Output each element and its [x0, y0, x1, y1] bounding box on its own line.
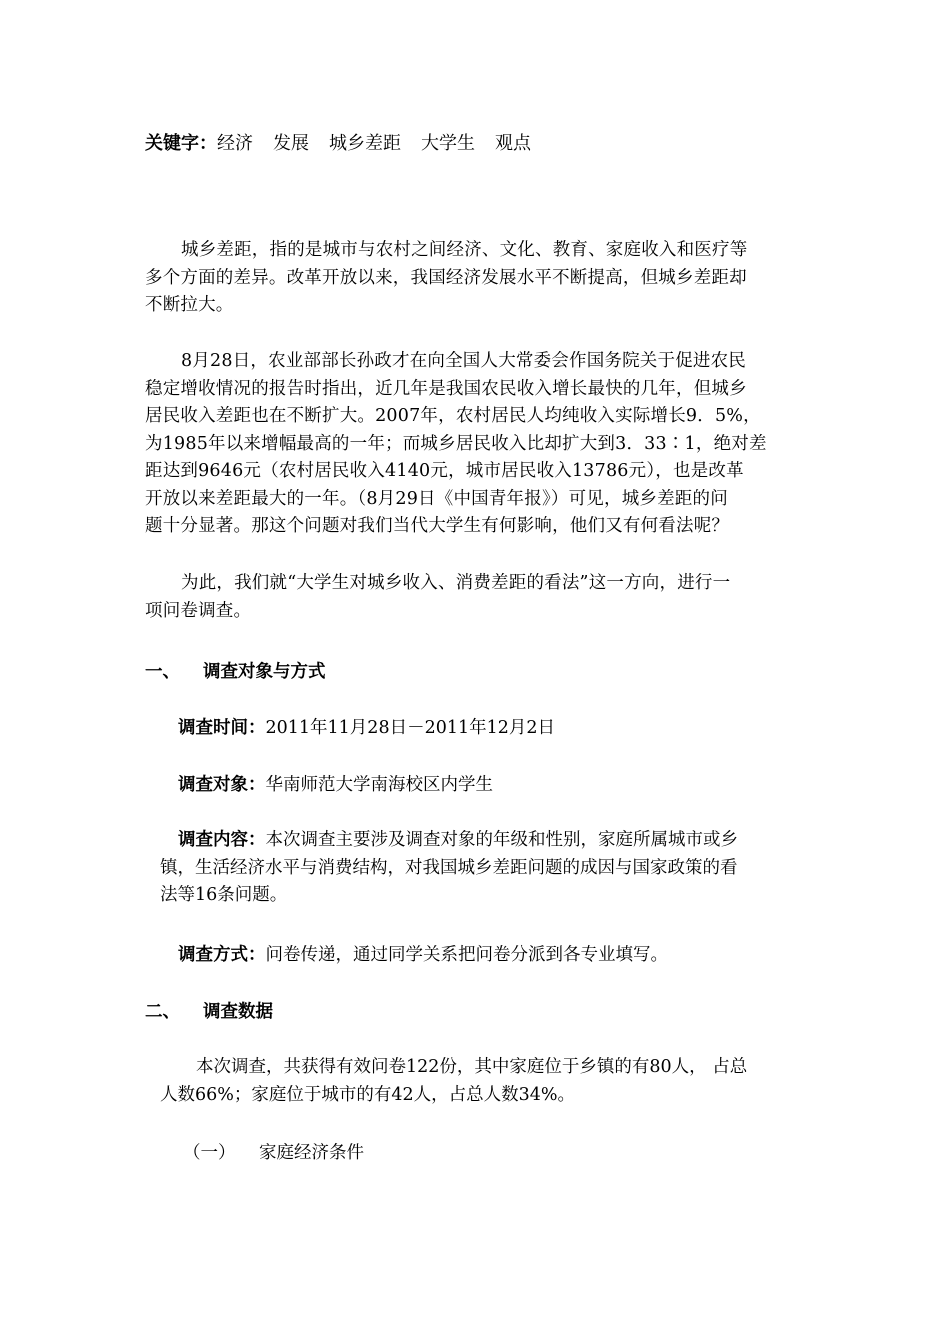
survey-content-line: [160, 827, 810, 855]
survey-object-value: 华南师范大学南海校区内学生: [265, 775, 493, 795]
intro-paragraph-3: [145, 570, 810, 625]
intro-paragraph-2: [145, 348, 810, 541]
intro-paragraph-1: [145, 237, 810, 320]
section-title: 调查对象与方式: [203, 662, 326, 682]
keyword-item: 观点: [495, 133, 531, 154]
paragraph-line: 本次调查，共获得有效问卷122份，其中家庭位于乡镇的有80人， 占总: [196, 1057, 748, 1077]
survey-object: [178, 771, 493, 796]
keyword-item: 大学生: [421, 133, 475, 154]
paragraph-line: 稳定增收情况的报告时指出，近几年是我国农民收入增长最快的几年，但城乡: [145, 378, 747, 399]
keyword-item: 经济: [217, 133, 253, 154]
survey-content-label: 调查内容：: [178, 830, 266, 850]
section-number: 一、: [145, 662, 180, 682]
paragraph-line: 人数66%；家庭位于城市的有42人，占总人数34%。: [160, 1084, 576, 1105]
survey-time-label: 调查时间：: [178, 718, 266, 738]
paragraph-line: 不断拉大。: [145, 295, 234, 315]
subsection-number: （一）: [183, 1143, 236, 1163]
keywords-list: [217, 133, 551, 154]
survey-method: [178, 941, 668, 966]
survey-object-label: 调查对象：: [178, 775, 266, 795]
paragraph-line: 居民收入差距也在不断扩大。2007年，农村居民人均纯收入实际增长9．5%，: [145, 406, 761, 426]
paragraph-line: 多个方面的差异。改革开放以来，我国经济发展水平不断提高，但城乡差距却: [145, 267, 747, 288]
section-title: 调查数据: [203, 1002, 273, 1022]
section-heading-1: [145, 658, 326, 683]
paragraph-line: 开放以来差距最大的一年。（8月29日《中国青年报》）可见，城乡差距的问: [145, 488, 728, 509]
paragraph-line: 题十分显著。那这个问题对我们当代大学生有何影响，他们又有何看法呢？: [145, 516, 730, 536]
paragraph-line: 项问卷调查。: [145, 600, 252, 621]
paragraph-line: 距达到9646元（农村居民收入4140元，城市居民收入13786元），也是改革: [145, 461, 744, 481]
section-heading-2: [145, 998, 273, 1023]
survey-content: [160, 827, 810, 910]
paragraph-line: 8月28日，农业部部长孙政才在向全国人大常委会作国务院关于促进农民: [181, 351, 746, 371]
keyword-item: 发展: [273, 133, 309, 154]
survey-time-value: 2011年11月28日－2011年12月2日: [265, 718, 556, 738]
survey-time: [178, 714, 555, 739]
subsection-heading-1: [183, 1139, 364, 1164]
data-paragraph: [160, 1054, 810, 1109]
keyword-item: 城乡差距: [329, 133, 401, 154]
keywords-line: [145, 129, 551, 155]
subsection-title: 家庭经济条件: [259, 1143, 364, 1163]
keywords-label: 关键字：: [145, 133, 217, 154]
section-number: 二、: [145, 1002, 180, 1022]
survey-method-value: 问卷传递，通过同学关系把问卷分派到各专业填写。: [265, 945, 668, 965]
survey-method-label: 调查方式：: [178, 945, 266, 965]
paragraph-line: 为1985年以来增幅最高的一年；而城乡居民收入比却扩大到3．33∶1，绝对差: [145, 433, 767, 454]
survey-content-text: 本次调查主要涉及调查对象的年级和性别，家庭所属城市或乡: [265, 830, 738, 850]
paragraph-line: 为此，我们就“大学生对城乡收入、消费差距的看法”这一方向，进行一: [181, 573, 731, 593]
survey-content-line: 法等16条问题。: [160, 885, 288, 905]
survey-content-line: 镇，生活经济水平与消费结构，对我国城乡差距问题的成因与国家政策的看: [160, 857, 738, 878]
paragraph-line: 城乡差距，指的是城市与农村之间经济、文化、教育、家庭收入和医疗等: [181, 240, 748, 260]
